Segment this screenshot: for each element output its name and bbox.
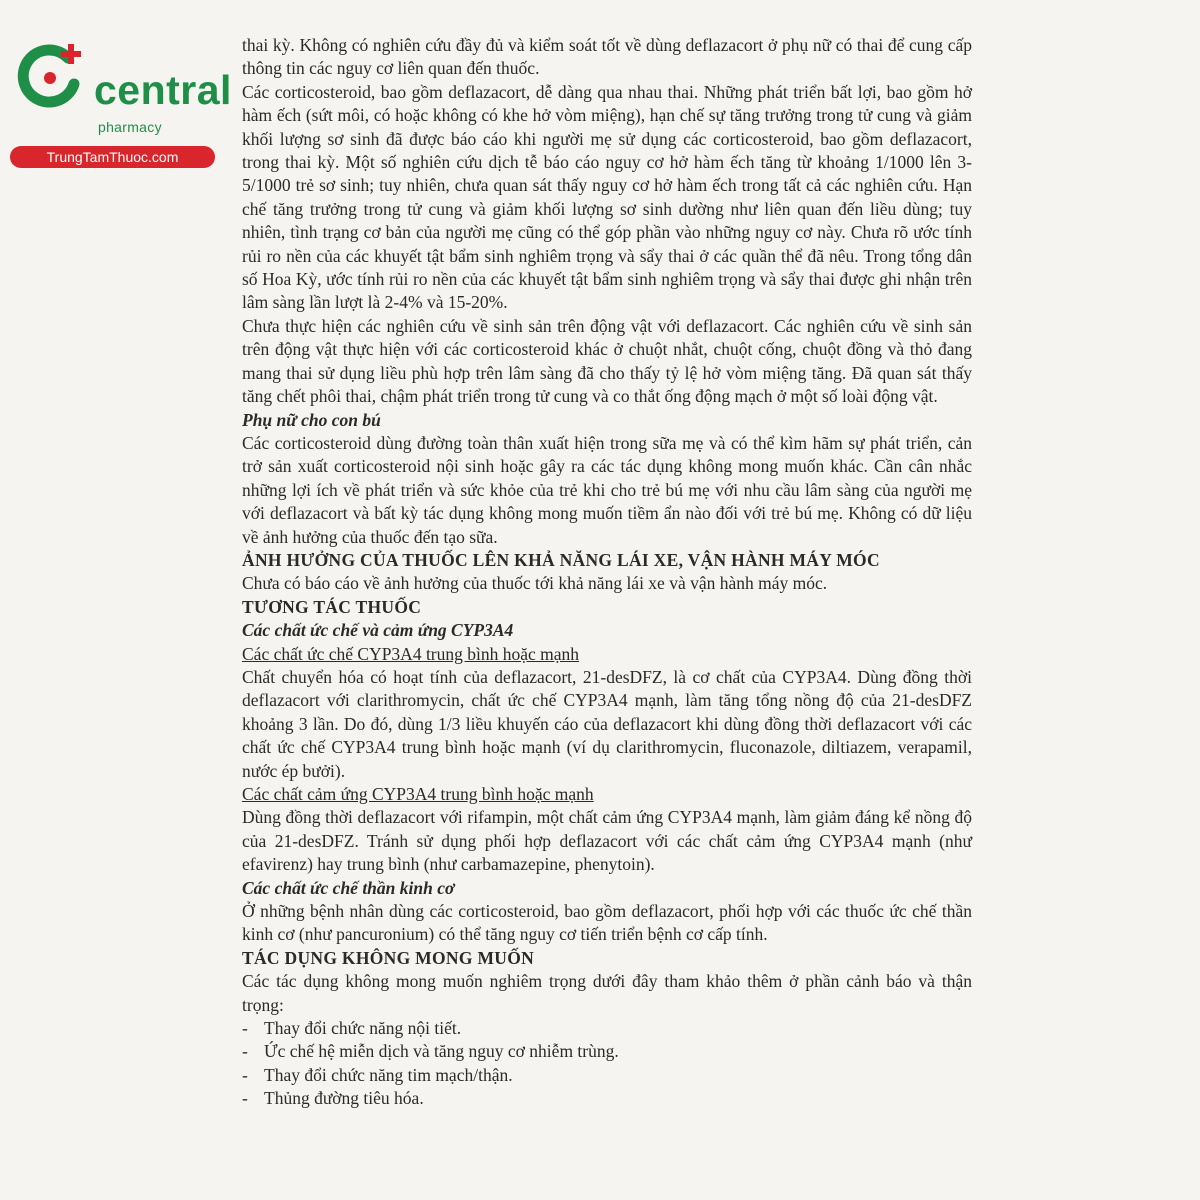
paragraph-inducers: Dùng đồng thời deflazacort với rifampin, một chất cảm ứng CYP3A4 mạnh, làm giảm đáng kể nồng độ của 21-desDFZ. Tránh sử dụng phối hợp deflazacort với các chất cảm ứng CYP3A4 mạnh (như efavirenz) hay trung bình (như carbamazepine, phenytoin). bbox=[242, 807, 972, 875]
list-item-text: Thay đổi chức năng nội tiết. bbox=[264, 1018, 462, 1039]
paragraph-animal-studies: Chưa thực hiện các nghiên cứu về sinh sản trên động vật với deflazacort. Các nghiên cứu về sinh sản trên động vật thực hiện với các corticosteroid khác ở chuột nhắt, chuột cống, chuột đồng và thỏ đang mang thai sử dụng liều phù hợp trên lâm sàng đã cho thấy tỷ lệ hở vòm miệng tăng. Đã quan sát thấy tăng chết phôi thai, chậm phát triển trong tử cung và co thắt ống động mạch ở một số loài động vật. bbox=[242, 315, 972, 407]
brand-logo bbox=[10, 30, 232, 165]
bullet-dash: - bbox=[242, 1018, 248, 1039]
brand-url-badge: TrungTamThuoc.com bbox=[10, 146, 215, 168]
heading-interactions: TƯƠNG TÁC THUỐC bbox=[242, 596, 422, 617]
brand-name: central bbox=[94, 67, 232, 113]
paragraph-driving: Chưa có báo cáo về ảnh hưởng của thuốc tới khả năng lái xe và vận hành máy móc. bbox=[242, 573, 828, 594]
paragraph-breastfeeding: Các corticosteroid dùng đường toàn thân xuất hiện trong sữa mẹ và có thể kìm hãm sự phát triển, cản trở sản xuất corticosteroid nội sinh hoặc gây ra các tác dụng không mong muốn khác. Cần cân nhắc những lợi ích về phát triển và sức khỏe của trẻ khi cho trẻ bú mẹ với nhu cầu lâm sàng của người mẹ với deflazacort và bất kỳ tác dụng không mong muốn tiềm ẩn nào đối với trẻ bú mẹ. Không có dữ liệu về ảnh hưởng của thuốc đến tạo sữa. bbox=[242, 432, 972, 547]
list-item bbox=[242, 1017, 972, 1040]
heading-adverse-effects: TÁC DỤNG KHÔNG MONG MUỐN bbox=[242, 947, 535, 968]
paragraph-pregnancy-intro: thai kỳ. Không có nghiên cứu đầy đủ và kiểm soát tốt về dùng deflazacort ở phụ nữ có thai để cung cấp thông tin các nguy cơ liên quan đến thuốc. bbox=[242, 35, 972, 79]
heading-breastfeeding: Phụ nữ cho con bú bbox=[242, 409, 381, 430]
central-pharmacy-logo-icon bbox=[12, 38, 88, 114]
bullet-dash: - bbox=[242, 1064, 248, 1085]
heading-cyp3a4: Các chất ức chế và cảm ứng CYP3A4 bbox=[242, 620, 514, 641]
paragraph-adverse-intro: Các tác dụng không mong muốn nghiêm trọng dưới đây tham khảo thêm ở phần cảnh báo và thận trọng: bbox=[242, 971, 972, 1015]
paragraph-corticosteroid-placenta: Các corticosteroid, bao gồm deflazacort, dễ dàng qua nhau thai. Những phát triển bất lợi, bao gồm hở hàm ếch (sứt môi, có hoặc không có khe hở vòm miệng), hạn chế sự tăng trưởng trong tử cung và giảm khối lượng sơ sinh đã được báo cáo khi người mẹ sử dụng các corticosteroid, bao gồm deflazacort, trong thai kỳ. Một số nghiên cứu dịch tễ báo cáo nguy cơ hở hàm ếch tăng từ khoảng 1/1000 lên 3-5/1000 trẻ sơ sinh; tuy nhiên, chưa quan sát thấy nguy cơ hở hàm ếch trong tất cả các nghiên cứu. Hạn chế tăng trưởng trong tử cung và giảm khối lượng sơ sinh dường như liên quan đến liều dùng; tuy nhiên, tình trạng cơ bản của người mẹ cũng có thể góp phần vào những nguy cơ này. Chưa rõ ước tính rủi ro nền của các khuyết tật bẩm sinh nghiêm trọng và sẩy thai ở các quần thể đã nêu. Trong tổng dân số Hoa Kỳ, ước tính rủi ro nền của các khuyết tật bẩm sinh nghiêm trọng và sẩy thai được ghi nhận trên lâm sàng lần lượt là 2-4% và 15-20%. bbox=[242, 81, 972, 313]
list-item-text: Thủng đường tiêu hóa. bbox=[264, 1088, 424, 1109]
list-item bbox=[242, 1064, 972, 1087]
brand-subtitle: pharmacy bbox=[98, 119, 162, 135]
list-item bbox=[242, 1040, 972, 1063]
paragraph-inhibitors: Chất chuyển hóa có hoạt tính của deflazacort, 21-desDFZ, là cơ chất của CYP3A4. Dùng đồng thời deflazacort với clarithromycin, chất ức chế CYP3A4 mạnh, làm tăng tổng nồng độ của 21-desDFZ khoảng 3 lần. Do đó, dùng 1/3 liều khuyến cáo của deflazacort khi dùng đồng thời deflazacort với các chất ức chế CYP3A4 trung bình hoặc mạnh (ví dụ clarithromycin, fluconazole, diltiazem, verapamil, nước ép bưởi). bbox=[242, 666, 972, 781]
bullet-dash: - bbox=[242, 1041, 248, 1062]
list-item-text: Ức chế hệ miễn dịch và tăng nguy cơ nhiễm trùng. bbox=[264, 1041, 619, 1062]
heading-neuromuscular: Các chất ức chế thần kinh cơ bbox=[242, 877, 455, 898]
list-item-text: Thay đổi chức năng tim mạch/thận. bbox=[264, 1064, 513, 1085]
list-item bbox=[242, 1087, 972, 1110]
subheading-inducers: Các chất cảm ứng CYP3A4 trung bình hoặc mạnh bbox=[242, 784, 594, 804]
heading-driving: ẢNH HƯỞNG CỦA THUỐC LÊN KHẢ NĂNG LÁI XE, VẬN HÀNH MÁY MÓC bbox=[242, 549, 880, 570]
document-body bbox=[242, 34, 972, 1111]
paragraph-neuromuscular: Ở những bệnh nhân dùng các corticosteroid, bao gồm deflazacort, phối hợp với các thuốc ức chế thần kinh cơ (như pancuronium) có thể tăng nguy cơ tiến triển bệnh cơ cấp tính. bbox=[242, 901, 972, 945]
bullet-dash: - bbox=[242, 1088, 248, 1109]
subheading-inhibitors: Các chất ức chế CYP3A4 trung bình hoặc mạnh bbox=[242, 643, 580, 664]
